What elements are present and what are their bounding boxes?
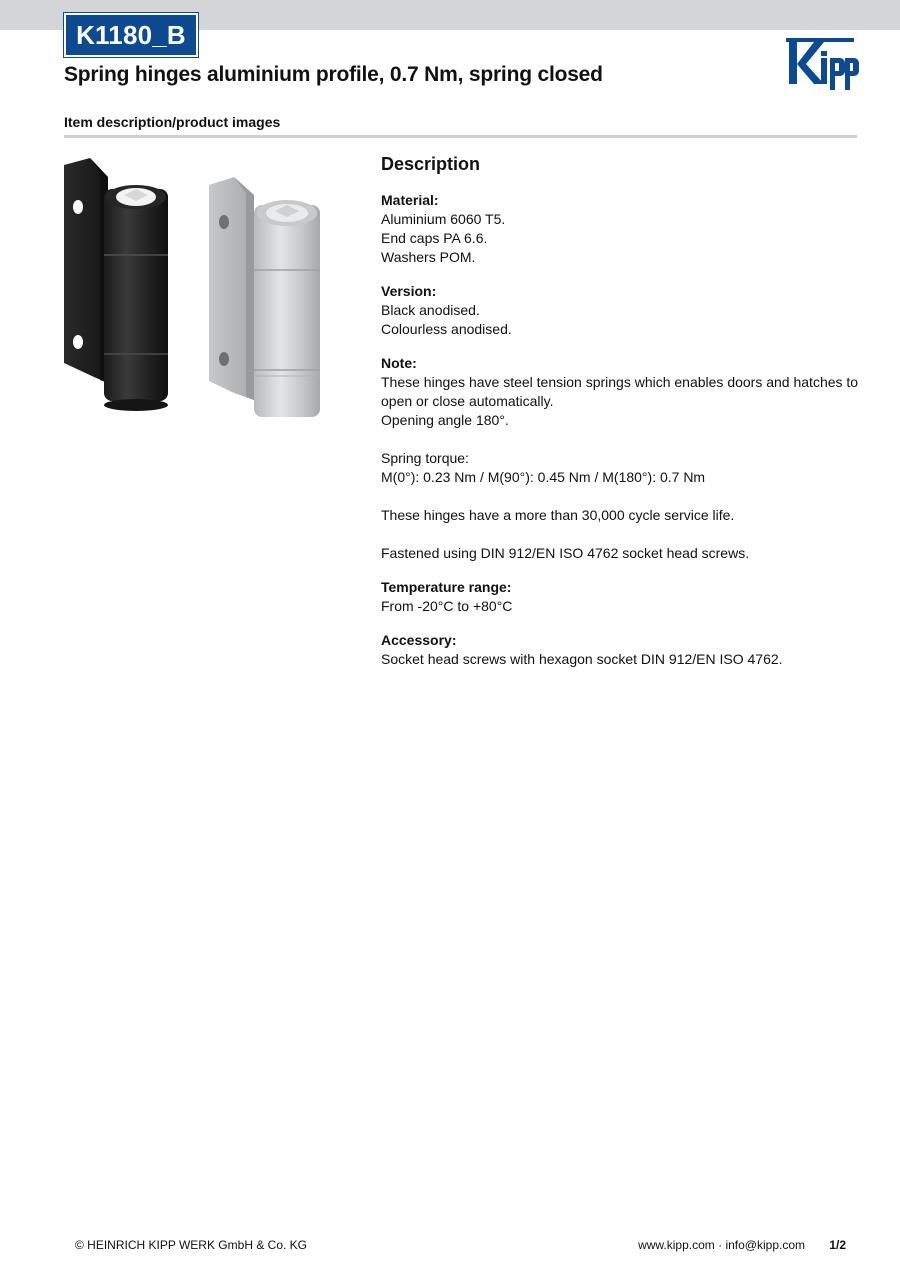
spring-torque-label: Spring torque: — [381, 450, 469, 466]
page-title: Spring hinges aluminium profile, 0.7 Nm, spring closed — [64, 63, 603, 86]
version-line: Black anodised. — [381, 302, 480, 318]
section-label: Item description/product images — [64, 114, 281, 130]
note-line: These hinges have steel tension springs which enables doors and hatches to open or close automatically. — [381, 374, 859, 409]
material-label: Material: — [381, 192, 439, 208]
kipp-logo — [784, 38, 860, 92]
black-hinge-image — [64, 158, 168, 411]
note-block — [381, 354, 861, 563]
page-number: 1/2 — [829, 1238, 846, 1252]
fastening-text: Fastened using DIN 912/EN ISO 4762 socket head screws. — [381, 545, 750, 561]
material-line: End caps PA 6.6. — [381, 230, 488, 246]
accessory-block — [381, 631, 861, 669]
product-images — [64, 155, 324, 420]
footer-copyright: © HEINRICH KIPP WERK GmbH & Co. KG — [75, 1238, 307, 1252]
note-label: Note: — [381, 355, 417, 371]
accessory-label: Accessory: — [381, 632, 457, 648]
temperature-value: From -20°C to +80°C — [381, 598, 513, 614]
material-line: Washers POM. — [381, 249, 476, 265]
version-line: Colourless anodised. — [381, 321, 512, 337]
product-code-badge: K1180_B — [64, 13, 198, 57]
spring-torque-value: M(0°): 0.23 Nm / M(90°): 0.45 Nm / M(180°): 0.7 Nm — [381, 469, 706, 485]
footer-contact: www.kipp.com · info@kipp.com — [638, 1238, 805, 1252]
temperature-label: Temperature range: — [381, 579, 512, 595]
material-block — [381, 191, 861, 267]
description-panel — [381, 153, 861, 684]
version-block — [381, 282, 861, 339]
note-line: Opening angle 180°. — [381, 412, 509, 428]
description-heading: Description — [381, 154, 481, 174]
version-label: Version: — [381, 283, 437, 299]
material-line: Aluminium 6060 T5. — [381, 211, 506, 227]
section-divider — [64, 135, 857, 138]
silver-hinge-image — [209, 177, 320, 417]
cycle-life-text: These hinges have a more than 30,000 cycle service life. — [381, 507, 735, 523]
accessory-value: Socket head screws with hexagon socket DIN 912/EN ISO 4762. — [381, 651, 783, 667]
temperature-block — [381, 578, 861, 616]
